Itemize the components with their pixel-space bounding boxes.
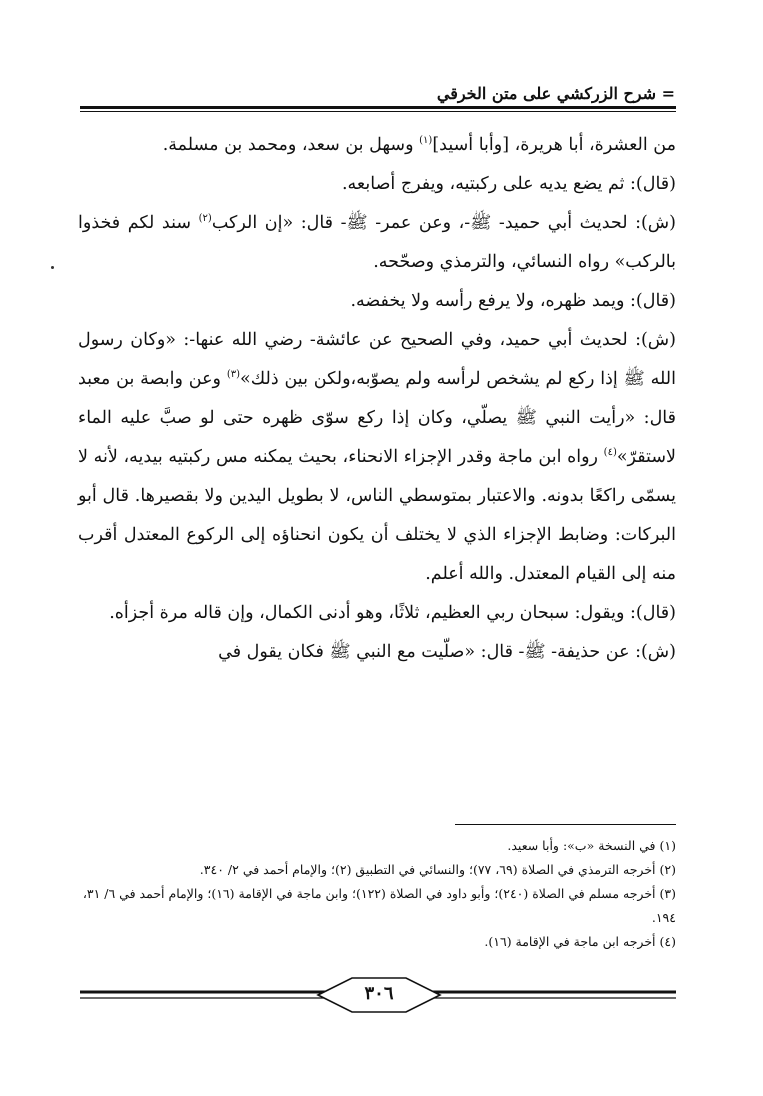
paragraph [78, 204, 676, 282]
header-rule-thin [80, 111, 676, 112]
paragraph [78, 126, 676, 165]
header-rule [80, 106, 676, 109]
footnote: (٣) أخرجه مسلم في الصلاة (٢٤٠)؛ وأبو داود في الصلاة (١٢٢)؛ وابن ماجة في الإقامة (١٦)؛ والإمام أحمد في ٦/ ٣١، ١٩٤. [82, 886, 676, 925]
footnote-separator [455, 824, 676, 825]
paragraph: (ش): عن حذيفة- ﷺ- قال: «صلّيت مع النبي ﷺ فكان يقول في [218, 642, 676, 662]
footnote: (١) في النسخة «ب»: وأبا سعيد. [507, 838, 676, 853]
text-run: وسهل بن سعد، ومحمد بن مسلمة. [162, 135, 414, 155]
footnote-marker: (٢) [198, 213, 212, 225]
running-header: = شرح الزركشي على متن الخرقي [436, 84, 675, 103]
text-run: وعن وابصة بن معبد قال: «رأيت النبي ﷺ يصلّي، وكان إذا ركع سوّى ظهره حتى لو صبَّ عليه الماء لاستقرّ» [78, 369, 676, 467]
main-text [78, 126, 676, 672]
footnote-marker: (١) [419, 135, 433, 147]
footnotes [78, 834, 676, 954]
page-number: ٣٠٦ [364, 983, 394, 1004]
footnote: (٢) أخرجه الترمذي في الصلاة (٦٩، ٧٧)؛ والنسائي في التطبيق (٢)؛ والإمام أحمد في ٢/ ٣٤٠. [199, 862, 676, 877]
paragraph: (قال): ويقول: سبحان ربي العظيم، ثلاثًا، وهو أدنى الكمال، وإن قاله مرة أجزأه. [109, 603, 676, 623]
text-run: (ش): لحديث أبي حميد- ﷺ-، وعن عمر- ﷺ- قال: «إن الركب [211, 213, 676, 233]
text-run: سند لكم فخذوا بالركب» رواه النسائي، والترمذي وصحّحه. [78, 213, 676, 272]
text-run: (ش): لحديث أبي حميد، وفي الصحيح عن عائشة- رضي الله عنها-: «وكان رسول الله ﷺ إذا ركع لم يشخص لرأسه ولم يصوّبه،ولكن بين ذلك» [78, 330, 676, 389]
paragraph: (قال): ثم يضع يديه على ركبتيه، ويفرج أصابعه. [341, 174, 676, 194]
text-run: من العشرة، أبا هريرة، [وأبا أسيد] [432, 135, 676, 155]
margin-mark [51, 266, 54, 269]
footnote-marker: (٤) [603, 447, 617, 459]
footnote: (٤) أخرجه ابن ماجة في الإقامة (١٦). [484, 934, 676, 949]
text-run: رواه ابن ماجة وقدر الإجزاء الانحناء، بحيث يمكنه مس ركبتيه بيديه، لأنه لا يسمّى راكعًا بدونه. والاعتبار بمتوسطي الناس، لا بطويل اليدين ولا بقصيرها. قال أبو البركات: وضابط الإجزاء الذي لا يختلف أن يكون انحناؤه إلى الركوع المعتدل أقرب منه إلى القيام المعتدل. والله أعلم. [78, 447, 676, 584]
paragraph: (قال): ويمد ظهره، ولا يرفع رأسه ولا يخفضه. [350, 291, 676, 311]
paragraph [78, 321, 676, 594]
footnote-marker: (٣) [226, 369, 241, 381]
